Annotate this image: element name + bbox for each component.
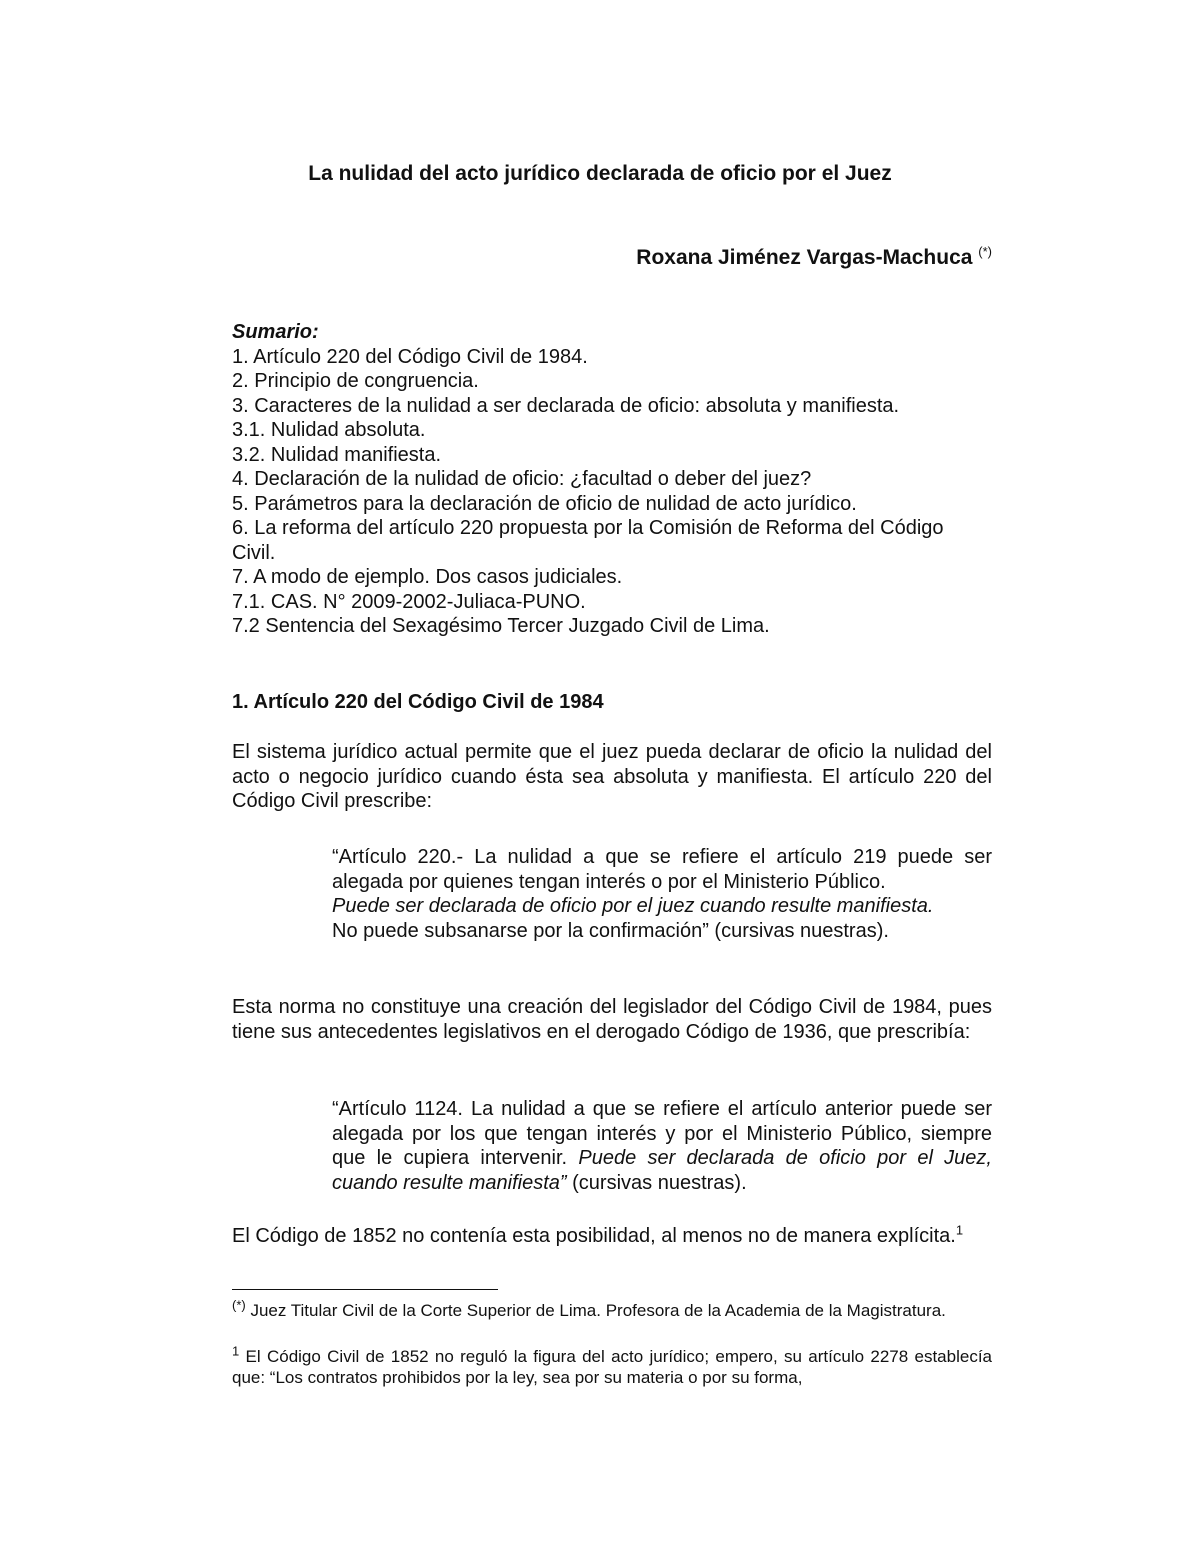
summary-item: 1. Artículo 220 del Código Civil de 1984. — [232, 345, 588, 368]
summary-item: 4. Declaración de la nulidad de oficio: ¿facultad o deber del juez? — [232, 468, 812, 490]
quote-line-italic — [332, 894, 992, 919]
footnote-reference: 1 — [955, 1222, 964, 1238]
footnote-text: Juez Titular Civil de la Corte Superior de Lima. Profesora de la Academia de la Magistratura. — [245, 1301, 946, 1320]
summary-heading: Sumario: — [232, 321, 319, 343]
author-line — [636, 244, 992, 272]
quote-line: No puede subsanarse por la confirmación” (cursivas nuestras). — [332, 919, 889, 942]
summary-item: 7.1. CAS. N° 2009-2002-Juliaca-PUNO. — [232, 590, 586, 613]
summary-item: 3.1. Nulidad absoluta. — [232, 419, 426, 441]
footnote-divider — [232, 1289, 498, 1290]
footnote-mark: (*) — [232, 1297, 246, 1313]
author-footnote-mark: (*) — [978, 244, 992, 259]
author-name: Roxana Jiménez Vargas-Machuca — [636, 246, 973, 269]
quote-line: “Artículo 220.- La nulidad a que se refiere el artículo 219 puede ser alegada por quienes tengan interés o por el Ministerio Público. — [332, 846, 992, 893]
footnote — [232, 1297, 992, 1321]
block-quote — [332, 1097, 992, 1195]
summary-block — [232, 320, 992, 639]
summary-item: 7.2 Sentencia del Sexagésimo Tercer Juzgado Civil de Lima. — [232, 615, 770, 637]
paragraph — [232, 1224, 992, 1249]
quote-tail: (cursivas nuestras). — [566, 1171, 747, 1194]
document-title: La nulidad del acto jurídico declarada de oficio por el Juez — [308, 162, 892, 185]
summary-item: 7. A modo de ejemplo. Dos casos judiciales. — [232, 566, 623, 588]
quote-text: “Artículo 1124. La nulidad a que se refiere el artículo anterior puede ser alegada por los que tengan interés y por el Ministerio Público, siempre que le cupiera intervenir. — [332, 1098, 992, 1169]
summary-item: 6. La reforma del artículo 220 propuesta por la Comisión de Reforma del Código Civil. — [232, 517, 944, 564]
section-heading: 1. Artículo 220 del Código Civil de 1984 — [232, 691, 604, 713]
paragraph: Esta norma no constituye una creación del legislador del Código Civil de 1984, pues tiene sus antecedentes legislativos en el derogado Código de 1936, que prescribía: — [232, 996, 992, 1043]
quote-italic-text: Puede ser declarada de oficio por el juez cuando resulte manifiesta. — [332, 895, 934, 917]
summary-item: 5. Parámetros para la declaración de oficio de nulidad de acto jurídico. — [232, 492, 857, 515]
paragraph: El sistema jurídico actual permite que el juez pueda declarar de oficio la nulidad del acto o negocio jurídico cuando ésta sea absoluta y manifiesta. El artículo 220 del Código Civil prescribe: — [232, 741, 992, 812]
footnote-mark: 1 — [232, 1343, 240, 1359]
summary-item: 3.2. Nulidad manifiesta. — [232, 443, 442, 466]
block-quote — [332, 845, 992, 943]
footnote — [232, 1343, 992, 1388]
footnote-text: El Código Civil de 1852 no reguló la figura del acto jurídico; empero, su artículo 2278 establecía que: “Los contratos prohibidos por la ley, sea por su materia o por su forma, — [232, 1347, 992, 1387]
quote-italic-text: Puede ser declarada de oficio por el Juez, cuando resulte manifiesta” — [332, 1147, 992, 1194]
summary-item: 3. Caracteres de la nulidad a ser declarada de oficio: absoluta y manifiesta. — [232, 394, 900, 417]
summary-item: 2. Principio de congruencia. — [232, 370, 479, 392]
paragraph-text: El Código de 1852 no contenía esta posibilidad, al menos no de manera explícita. — [232, 1225, 956, 1247]
